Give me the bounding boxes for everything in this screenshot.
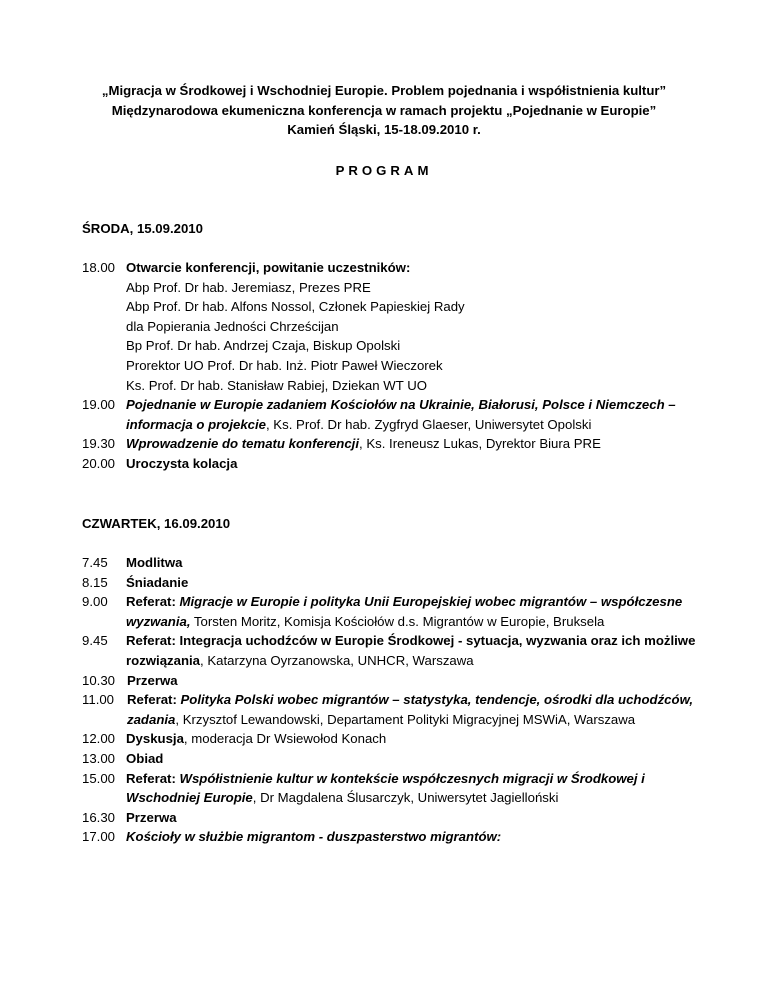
document-header bbox=[0, 81, 768, 140]
schedule-item bbox=[82, 592, 702, 631]
schedule-item bbox=[82, 671, 702, 691]
schedule-item bbox=[82, 769, 702, 808]
item-line: Abp Prof. Dr hab. Alfons Nossol, Członek Papieskiej Rady bbox=[126, 299, 465, 315]
day-heading-wednesday: ŚRODA, 15.09.2010 bbox=[82, 221, 203, 236]
item-time: 9.45 bbox=[82, 633, 108, 649]
item-title: Przerwa bbox=[127, 672, 178, 688]
schedule-item bbox=[82, 827, 702, 847]
item-time: 10.30 bbox=[82, 672, 116, 688]
schedule-item bbox=[82, 573, 702, 593]
item-time: 17.00 bbox=[82, 829, 116, 845]
item-content bbox=[126, 729, 702, 749]
schedule-thursday bbox=[82, 553, 702, 847]
item-title: Wprowadzenie do tematu konferencji bbox=[126, 436, 360, 452]
item-time: 11.00 bbox=[82, 692, 115, 708]
item-line: dla Popierania Jedności Chrześcijan bbox=[126, 318, 339, 334]
day-heading-thursday: CZWARTEK, 16.09.2010 bbox=[82, 516, 231, 531]
item-title: Przerwa bbox=[126, 809, 177, 825]
item-details: Torsten Moritz, Komisja Kościołów d.s. Migrantów w Europie, Bruksela bbox=[190, 613, 605, 629]
item-title: Integracja uchodźców w Europie Środkowej - sytuacja, wyzwania oraz ich możliwe rozwiązania bbox=[126, 633, 696, 668]
item-content bbox=[126, 631, 702, 670]
item-time: 7.45 bbox=[82, 555, 108, 570]
item-details: , Dr Magdalena Ślusarczyk, Uniwersytet Jagielloński bbox=[252, 790, 559, 806]
item-time: 19.00 bbox=[82, 397, 116, 413]
item-details: , moderacja Dr Wsiewołod Konach bbox=[183, 731, 387, 747]
item-title: Śniadanie bbox=[126, 574, 189, 590]
item-content bbox=[126, 258, 702, 395]
item-line: Ks. Prof. Dr hab. Stanisław Rabiej, Dziekan WT UO bbox=[126, 377, 427, 393]
item-details: , Krzysztof Lewandowski, Departament Polityki Migracyjnej MSWiA, Warszawa bbox=[175, 711, 636, 727]
item-prefix: Referat: bbox=[126, 594, 180, 610]
item-details: , Katarzyna Oyrzanowska, UNHCR, Warszawa bbox=[200, 652, 474, 668]
item-time: 20.00 bbox=[82, 455, 116, 471]
item-content bbox=[126, 434, 702, 454]
item-details: , Ks. Prof. Dr hab. Zygfryd Glaeser, Uniwersytet Opolski bbox=[265, 416, 592, 432]
schedule-item bbox=[82, 258, 702, 395]
schedule-item bbox=[82, 808, 702, 828]
item-time: 18.00 bbox=[82, 260, 116, 275]
item-title: Pojednanie w Europie zadaniem Kościołów na Ukrainie, Białorusi, Polsce i Niemczech – informacja o projekcie bbox=[126, 397, 676, 432]
item-line: Abp Prof. Dr hab. Jeremiasz, Prezes PRE bbox=[126, 279, 371, 295]
item-details: , Ks. Ireneusz Lukas, Dyrektor Biura PRE bbox=[359, 436, 601, 452]
item-time: 19.30 bbox=[82, 436, 116, 452]
conference-subtitle: Międzynarodowa ekumeniczna konferencja w ramach projektu „Pojednanie w Europie” bbox=[111, 102, 657, 118]
item-title: Obiad bbox=[126, 750, 164, 766]
item-title: Uroczysta kolacja bbox=[126, 455, 238, 471]
schedule-item bbox=[82, 434, 702, 454]
item-title: Polityka Polski wobec migrantów – statystyka, tendencje, ośrodki dla uchodźców, zadania bbox=[127, 692, 693, 727]
item-time: 9.00 bbox=[82, 594, 108, 610]
conference-place-date: Kamień Śląski, 15-18.09.2010 r. bbox=[287, 122, 481, 138]
item-title: Otwarcie konferencji, powitanie uczestników: bbox=[126, 260, 411, 275]
item-time: 15.00 bbox=[82, 770, 116, 786]
schedule-item bbox=[82, 454, 702, 474]
item-time: 13.00 bbox=[82, 750, 116, 766]
item-title: Współistnienie kultur w kontekście współczesnych migracji w Środkowej i Wschodniej Europie bbox=[126, 770, 645, 806]
item-prefix: Referat: bbox=[127, 692, 181, 708]
item-time: 16.30 bbox=[82, 809, 116, 825]
schedule-item bbox=[82, 749, 702, 769]
schedule-item bbox=[82, 395, 702, 434]
schedule-item bbox=[82, 729, 702, 749]
item-title: Dyskusja bbox=[126, 731, 184, 747]
item-prefix: Referat: bbox=[126, 770, 180, 786]
item-content bbox=[126, 690, 702, 729]
item-time: 12.00 bbox=[82, 731, 116, 747]
schedule-item bbox=[82, 690, 702, 729]
program-heading: PROGRAM bbox=[335, 163, 433, 178]
item-content bbox=[126, 395, 702, 434]
item-time: 8.15 bbox=[82, 574, 108, 590]
conference-title: „Migracja w Środkowej i Wschodniej Europie. Problem pojednania i współistnienia kultur” bbox=[101, 83, 667, 98]
item-content bbox=[126, 769, 702, 808]
item-title: Migracje w Europie i polityka Unii Europejskiej wobec migrantów – współczesne wyzwania, bbox=[126, 594, 683, 629]
item-title: Modlitwa bbox=[126, 555, 183, 570]
item-title: Kościoły w służbie migrantom - duszpasterstwo migrantów: bbox=[126, 829, 502, 845]
schedule-item bbox=[82, 553, 702, 573]
schedule-wednesday bbox=[82, 258, 702, 474]
item-prefix: Referat: bbox=[126, 633, 180, 649]
item-line: Prorektor UO Prof. Dr hab. Inż. Piotr Paweł Wieczorek bbox=[126, 357, 443, 373]
schedule-item bbox=[82, 631, 702, 670]
item-line: Bp Prof. Dr hab. Andrzej Czaja, Biskup Opolski bbox=[126, 338, 401, 354]
item-content bbox=[126, 592, 702, 631]
